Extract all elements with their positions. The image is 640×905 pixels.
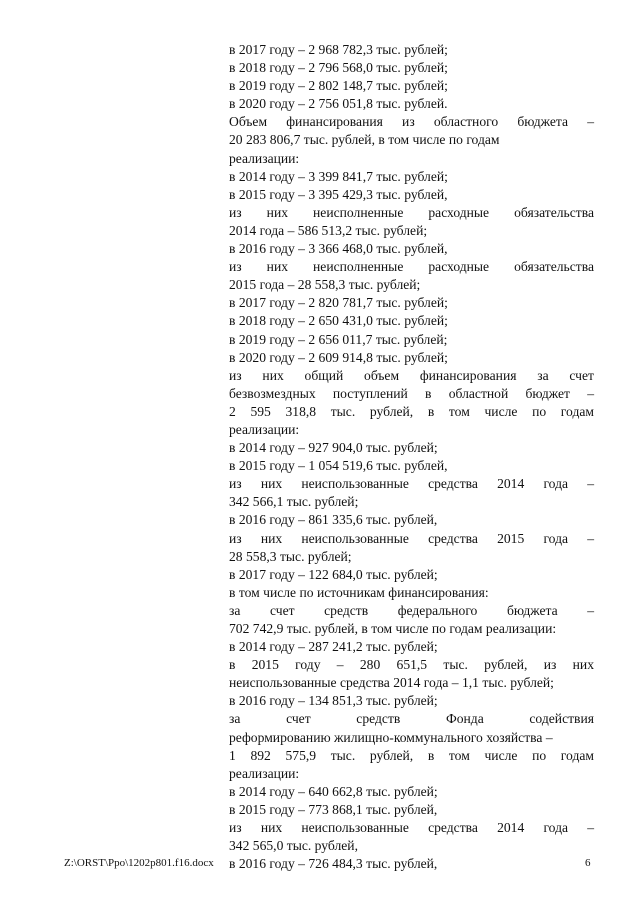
text-line: из них неиспользованные средства 2014 года –	[229, 476, 594, 492]
document-body	[229, 41, 594, 873]
text-line: 1 892 575,9 тыс. рублей, в том числе по годам	[229, 747, 594, 763]
text-line: безвозмездных поступлений в областной бюджет –	[229, 385, 594, 401]
text-line: Объем финансирования из областного бюджета –	[229, 114, 594, 130]
text-line: неиспользованные средства 2014 года – 1,1 тыс. рублей;	[229, 675, 554, 691]
text-line: из них общий объем финансирования за счет	[229, 367, 594, 383]
text-line: 342 565,0 тыс. рублей,	[229, 838, 358, 854]
text-line: в 2015 году – 3 395 429,3 тыс. рублей,	[229, 186, 448, 202]
footer-file-path: Z:\ORST\Ppo\1202p801.f16.docx	[64, 857, 214, 869]
text-line: реализации:	[229, 421, 300, 437]
text-line: в 2016 году – 134 851,3 тыс. рублей;	[229, 693, 438, 709]
text-line: в 2019 году – 2 656 011,7 тыс. рублей;	[229, 331, 448, 347]
text-line: в 2017 году – 2 968 782,3 тыс. рублей;	[229, 42, 448, 57]
text-line: 2015 года – 28 558,3 тыс. рублей;	[229, 277, 421, 293]
text-line: в 2017 году – 2 820 781,7 тыс. рублей;	[229, 295, 448, 311]
text-line: 20 283 806,7 тыс. рублей, в том числе по годам	[229, 132, 500, 148]
text-line: в 2014 году – 287 241,2 тыс. рублей;	[229, 639, 438, 655]
text-line: за счет средств федерального бюджета –	[229, 602, 594, 618]
text-line: в 2016 году – 861 335,6 тыс. рублей,	[229, 512, 438, 528]
text-line: в 2016 году – 3 366 468,0 тыс. рублей,	[229, 241, 448, 257]
text-line: в 2016 году – 726 484,3 тыс. рублей,	[229, 856, 438, 872]
text-line: 342 566,1 тыс. рублей;	[229, 494, 359, 510]
text-line: в 2020 году – 2 609 914,8 тыс. рублей;	[229, 349, 448, 365]
footer-page-number: 6	[585, 857, 591, 869]
text-line: 702 742,9 тыс. рублей, в том числе по годам реализации:	[229, 621, 557, 636]
text-line: из них неиспользованные средства 2014 года –	[229, 820, 594, 836]
text-line: в 2015 году – 280 651,5 тыс. рублей, из них	[229, 657, 594, 673]
text-line: в 2018 году – 2 796 568,0 тыс. рублей;	[229, 60, 448, 76]
text-line: в 2014 году – 3 399 841,7 тыс. рублей;	[229, 168, 448, 184]
text-line: в 2015 году – 1 054 519,6 тыс. рублей,	[229, 458, 448, 474]
text-line: в 2020 году – 2 756 051,8 тыс. рублей.	[229, 96, 448, 112]
text-line: 28 558,3 тыс. рублей;	[229, 548, 352, 564]
text-line: в 2015 году – 773 868,1 тыс. рублей,	[229, 801, 438, 817]
text-line: в 2014 году – 927 904,0 тыс. рублей;	[229, 440, 438, 456]
text-line: в 2018 году – 2 650 431,0 тыс. рублей;	[229, 313, 448, 329]
text-line: в 2019 году – 2 802 148,7 тыс. рублей;	[229, 78, 448, 94]
text-line: 2 595 318,8 тыс. рублей, в том числе по годам	[229, 403, 594, 419]
text-line: в том числе по источникам финансирования:	[229, 584, 489, 600]
text-line: за счет средств Фонда содействия	[229, 711, 594, 727]
text-line: 2014 года – 586 513,2 тыс. рублей;	[229, 222, 428, 238]
text-line: из них неиспользованные средства 2015 года –	[229, 530, 594, 546]
text-line: реформированию жилищно-коммунального хозяйства –	[229, 729, 553, 745]
text-line: из них неисполненные расходные обязательства	[229, 259, 594, 275]
text-line: в 2014 году – 640 662,8 тыс. рублей;	[229, 783, 438, 799]
text-line: реализации:	[229, 150, 300, 166]
text-line: реализации:	[229, 765, 300, 781]
text-line: в 2017 году – 122 684,0 тыс. рублей;	[229, 566, 438, 582]
text-line: из них неисполненные расходные обязательства	[229, 204, 594, 220]
